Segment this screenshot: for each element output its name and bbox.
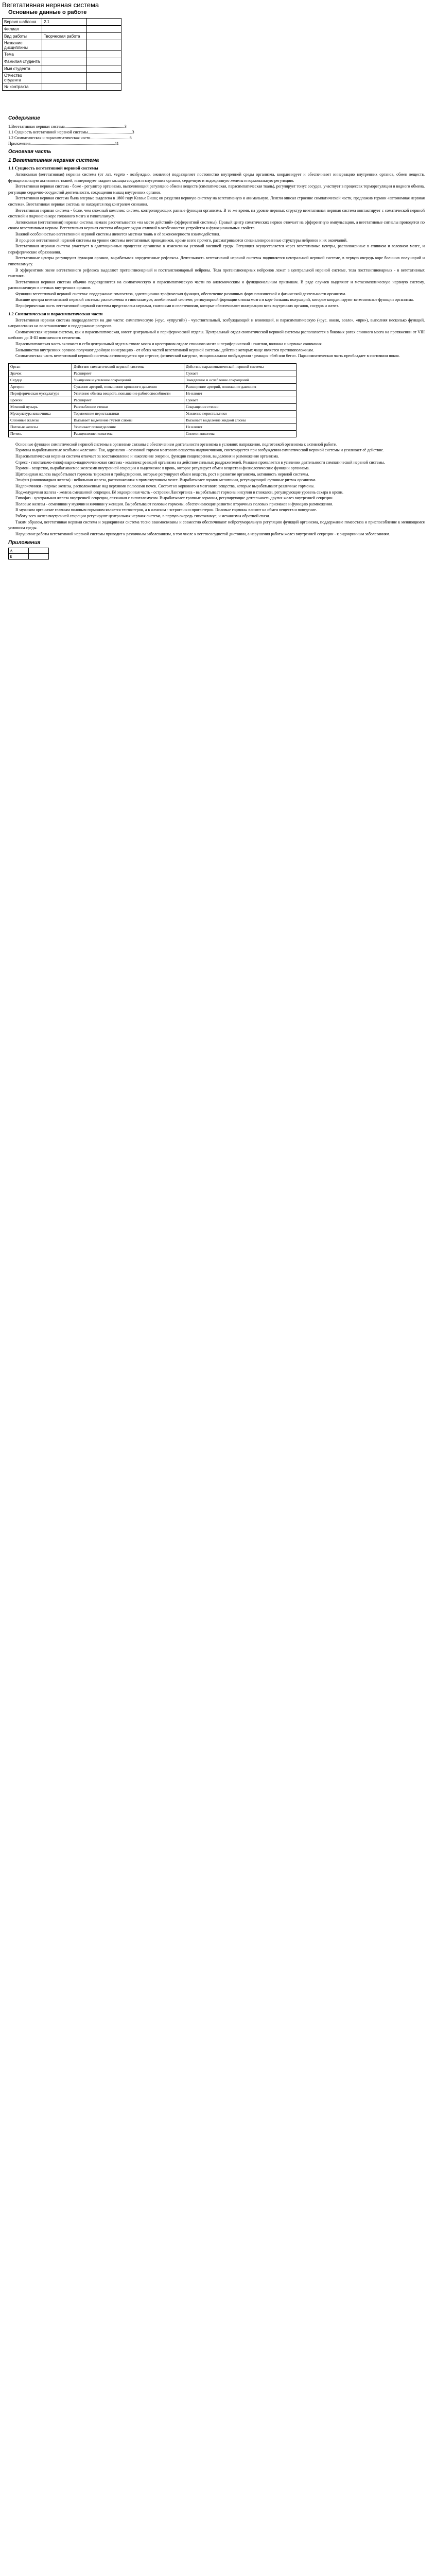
meta-cell xyxy=(42,83,87,91)
table-cell: Орган xyxy=(9,363,72,370)
paragraph: Основные функции симпатической нервной системы в организме связаны с обеспечением деятельности организма в условиях напряжения, подготовкой организма к активной работе. xyxy=(15,442,337,447)
paragraph: Большинство внутренних органов получают двойную иннервацию - от обеих частей вегетативной нервной системы, действие которых чаще является противоположным. xyxy=(15,347,314,352)
meta-row xyxy=(3,51,121,58)
table-cell: Усиление перистальтики xyxy=(184,410,297,417)
paragraph: Симпатическая часть вегетативной нервной системы активизируется при стрессе, физической нагрузке, эмоциональном возбуждении - реакция «бей или беги». Парасимпатическая часть преобладает в состоянии покоя. xyxy=(15,353,400,359)
document-subtitle: Основные данные о работе xyxy=(8,9,87,15)
paragraph: Таким образом, вегетативная нервная система и эндокринная система тесно взаимосвязаны и совместно обеспечивают нейрогуморальную регуляцию функций организма, поддержание гомеостаза и приспособление к меняющимся условиям среды. xyxy=(8,519,425,531)
paragraph: В процессе вегетативной нервной системы на уровне системы вегетативных проводников, кроме всего прочего, рассматриваются специализированные структуры нейронов и их окончаний. xyxy=(15,238,348,243)
table-cell: Сокращение стенки xyxy=(184,403,297,410)
table-cell: Сужает xyxy=(184,397,297,403)
meta-cell xyxy=(87,19,121,26)
toc-item: 1.1 Сущность вегетативной нервной системы...........................................3 xyxy=(8,130,134,134)
meta-cell: № контракта xyxy=(3,83,42,91)
toc-item: 1.2 Симпатическая и парасимпатическая части......................................6 xyxy=(8,135,132,140)
section-3-body xyxy=(0,442,436,537)
paragraph: Парасимпатическая нервная система отвечает за восстановление и накопление энергии, функции пищеварения, выделения и размножения организма. xyxy=(15,454,279,459)
meta-cell xyxy=(42,73,87,83)
meta-cell: Тема xyxy=(3,51,42,58)
section-2-body xyxy=(0,317,436,359)
paragraph: Гормон - вещество, вырабатываемое железами внутренней секреции и выделяемое в кровь, которое регулирует обмен веществ и физиологические функции организма. xyxy=(15,466,310,471)
table-cell: Печень xyxy=(9,430,72,437)
paragraph: Стресс - гипоталамо-гипофизарно-надпочечниковая система - комплекс реакций организма на действие сильных раздражителей. Реакция проявляется в усилении деятельности симпатической нервной системы. xyxy=(15,460,385,465)
appendix-row xyxy=(9,548,49,554)
appendix-cell: Б xyxy=(9,554,29,560)
table-cell: Действие симпатической нервной системы xyxy=(72,363,184,370)
table-row xyxy=(9,377,297,383)
meta-cell xyxy=(87,65,121,73)
table-cell: Артерии xyxy=(9,383,72,390)
paragraph: Надпочечники - парные железы, расположенные над верхними полюсами почек. Состоят из коркового и мозгового вещества, которые вырабатывают различные гормоны. xyxy=(15,483,315,488)
toc-item: Приложения..................................................................................11 xyxy=(8,141,119,146)
paragraph: Нарушение работы вегетативной нервной системы приводит к различным заболеваниям, в том числе к вегетососудистой дистонии, а нарушения работы желез внутренней секреции - к эндокринным заболеваниям. xyxy=(15,531,390,536)
meta-row xyxy=(3,26,121,33)
appendix-cell xyxy=(29,548,49,554)
paragraph: Вегетативная нервная система была впервые выделена в 1800 году Ксавье Биша; он разделил нервную систему на вегетативную и анимальную. Ленгли описал строение симпатической части, предложив термин «автономная нервная система». Вегетативная нервная система не находится под контролем сознания. xyxy=(8,196,425,207)
paragraph: Эпифиз (шишковидная железа) - небольшая железа, расположенная в промежуточном мозге. Вырабатывает гормон мелатонин, регулирующий суточные ритмы организма. xyxy=(15,478,317,483)
meta-cell: Версия шаблона xyxy=(3,19,42,26)
paragraph: Функции вегетативной нервной системы: поддержание гомеостаза, адаптационно-трофическая функция, обеспечение различных форм психической и физической деятельности организма. xyxy=(15,291,346,296)
paragraph: Работу всех желез внутренней секреции регулируют центральная нервная система, в первую очередь гипоталамус, и механизмы обратной связи. xyxy=(15,513,270,518)
table-cell: Усиливает потоотделение xyxy=(72,423,184,430)
table-cell: Усиление обмена веществ, повышение работоспособности xyxy=(72,390,184,397)
paragraph: Периферическая часть вегетативной нервной системы представлена нервами, ганглиями и сплетениями, которые обеспечивают иннервацию всех внутренних органов, сосудов и желез. xyxy=(15,303,339,309)
meta-cell xyxy=(87,73,121,83)
table-cell: Замедление и ослабление сокращений xyxy=(184,377,297,383)
toc-list xyxy=(0,124,436,146)
paragraph: Парасимпатическая часть включает в себя центральный отдел в стволе мозга и крестцовом отделе спинного мозга и периферический - ганглии, волокна и нервные окончания. xyxy=(15,342,323,347)
paragraph: Щитовидная железа вырабатывает гормоны тироксин и трийодтиронин, которые регулируют обмен веществ, рост и развитие организма, активность нервной системы. xyxy=(15,471,309,477)
table-cell: Сердце xyxy=(9,377,72,383)
paragraph: Симпатическая нервная система, как и парасимпатическая, имеет центральный и периферический отделы. Центральный отдел симпатической нервной системы располагается в боковых рогах спинного мозга на протяжении от VIII шейного до II-III поясничного сегментов. xyxy=(8,329,425,341)
main-part-heading: Основная часть xyxy=(8,149,51,155)
table-row xyxy=(9,417,297,423)
meta-cell: Вид работы xyxy=(3,33,42,40)
paragraph: В эфферентном звене вегетативного рефлекса выделяют преганглионарный и постганглионарный нейроны. Тела преганглионарных нейронов лежат в центральной нервной системе, тела постганглионарных - в вегетативных ганглиях. xyxy=(8,267,425,279)
appendix-row xyxy=(9,554,49,560)
table-cell: Не влияет xyxy=(184,390,297,397)
document-title: Вегетативная нервная система xyxy=(2,1,99,9)
table-row xyxy=(9,390,297,397)
meta-table xyxy=(2,18,121,91)
meta-row xyxy=(3,40,121,51)
table-row xyxy=(9,403,297,410)
table-row xyxy=(9,423,297,430)
table-row xyxy=(9,410,297,417)
meta-cell xyxy=(42,58,87,65)
meta-cell: Отчество студента xyxy=(3,73,42,83)
appendix-cell: А xyxy=(9,548,29,554)
meta-cell xyxy=(87,51,121,58)
meta-cell: Филиал xyxy=(3,26,42,33)
toc-item: 1.Вегетативная нервная система..........................................................3 xyxy=(8,124,127,129)
paragraph: Гормоны вырабатываемые особыми железами. Так, адреналин - основной гормон мозгового вещества надпочечников, синтезируется при возбуждении симпатической нервной системы и усиливает её действие. xyxy=(15,448,385,453)
paragraph: Гипофиз - центральная железа внутренней секреции, связанная с гипоталамусом. Вырабатывает тропные гормоны, регулирующие деятельность других желез внутренней секреции. xyxy=(15,496,334,501)
table-cell: Бронхи xyxy=(9,397,72,403)
meta-cell: 2.1 xyxy=(42,19,87,26)
table-cell: Сужает xyxy=(184,370,297,377)
table-cell: Периферическая мускулатура xyxy=(9,390,72,397)
paragraph: Вегетативная нервная система участвует в адаптационных процессах организма к изменениям условий внешней среды. Регуляция осуществляется через вегетативные центры, расположенные в спинном и головном мозге, и периферические образования. xyxy=(8,244,425,255)
meta-cell xyxy=(87,40,121,51)
meta-cell: Фамилия студента xyxy=(3,58,42,65)
table-cell: Расщепление гликогена xyxy=(72,430,184,437)
meta-cell xyxy=(87,83,121,91)
paragraph: Вегетативная нервная система - боже, чем сложный комплекс систем, контролирующих разные функции организма. В то же время, на уровне нервных структур вегетативная нервная система контактирует с соматической нервной системой и подчинена коре головного мозга и гипоталамусу. xyxy=(8,208,425,219)
paragraph: Вегетативные центры регулируют функции органов, вырабатывая определенные рефлексы. Деятельность вегетативной нервной системы подчиняется центральной нервной системе, в первую очередь коре больших полушарий и гипоталамусу. xyxy=(8,256,425,266)
table-cell: Синтез гликогена xyxy=(184,430,297,437)
table-cell: Слюнные железы xyxy=(9,417,72,423)
table-cell: Мускулатура кишечника xyxy=(9,410,72,417)
table-cell: Зрачок xyxy=(9,370,72,377)
meta-cell xyxy=(87,58,121,65)
paragraph: Вегетативная нервная система обычно подразделяется на симпатическую и парасимпатическую части по анатомическим и функциональным признакам. В ряде случаев выделяют и метасимпатическую нервную систему, расположенную в стенках внутренних органов. xyxy=(8,279,425,291)
table-row xyxy=(9,430,297,437)
meta-row xyxy=(3,58,121,65)
table-cell: Потовые железы xyxy=(9,423,72,430)
meta-row xyxy=(3,73,121,83)
table-row xyxy=(9,370,297,377)
meta-row xyxy=(3,19,121,26)
table-cell: Вызывает выделение густой слюны xyxy=(72,417,184,423)
subsection-heading-2: 1.2 Симпатическая и парасимпатическая части xyxy=(8,311,103,316)
comparison-table xyxy=(8,363,297,437)
table-cell: Расширяет xyxy=(72,397,184,403)
table-cell: Не влияет xyxy=(184,423,297,430)
table-cell: Расширение артерий, понижение давления xyxy=(184,383,297,390)
table-cell: Сужение артерий, повышение кровяного давления xyxy=(72,383,184,390)
meta-row xyxy=(3,65,121,73)
paragraph: Половые железы - семенники у мужчин и яичники у женщин. Вырабатывают половые гормоны, обеспечивающие развитие вторичных половых признаков и функцию размножения. xyxy=(15,501,334,506)
section-heading: 1 Вегетативная нервная система xyxy=(8,158,99,163)
meta-cell xyxy=(87,26,121,33)
table-cell: Действие парасимпатической нервной системы xyxy=(184,363,297,370)
appendix-heading: Приложения xyxy=(8,540,41,546)
paragraph: Высшие центры вегетативной нервной системы расположены в гипоталамусе, лимбической системе, ретикулярной формации ствола мозга и коре больших полушарий, которые координируют вегетативные функции организма. xyxy=(15,297,414,302)
table-row xyxy=(9,363,297,370)
paragraph: Важной особенностью вегетативной нервной системы является местная ткань и её закономерности взаимодействия. xyxy=(15,231,220,236)
table-row xyxy=(9,383,297,390)
paragraph: В мужском организме главным половым гормоном является тестостерон, а в женском - эстрогены и прогестерон. Половые гормоны влияют на обмен веществ и поведение. xyxy=(15,507,317,513)
meta-cell xyxy=(87,33,121,40)
paragraph: Автономная (вегетативная) нервная система немало рассчитывается «на месте действий» (эфферентной системы). Правый центр соматических нервов отвечает на эфферентную импульсацию, а вегетативные сигналы проводятся по своим вегетативным нервам. Вегетативная нервная система обладает рядом отличий в особенностях устройства и функциональных свойств. xyxy=(8,219,425,231)
meta-cell: Название дисциплины xyxy=(3,40,42,51)
appendix-cell xyxy=(29,554,49,560)
table-cell: Расслабление стенки xyxy=(72,403,184,410)
paragraph: Поджелудочная железа - железа смешанной секреции. Её эндокринная часть - островки Лангерганса - вырабатывает гормоны инсулин и глюкагон, регулирующие уровень сахара в крови. xyxy=(15,489,344,495)
paragraph: Вегетативная нервная система подразделяется на две части: симпатическую («рус. «упругий») - чувствительный, возбуждающий и влияющий, и парасимпатическую («рус. около, возле», «при»), выполняя несколько функций, направленных на восстановление и поддержание ресурсов. xyxy=(8,317,425,329)
meta-cell: Имя студента xyxy=(3,65,42,73)
meta-row xyxy=(3,33,121,40)
table-cell: Расширяет xyxy=(72,370,184,377)
table-row xyxy=(9,397,297,403)
section-1-body xyxy=(0,172,436,309)
paragraph: Автономная (вегетативная) нервная система (от лат. vegeto - возбуждаю, оживляю) подразделяет постоянство внутренней среды организма, координирует и обеспечивает иннервацию внутренних органов, обмен веществ, функциональную активность тканей, иннервирует гладкие мышцы сосудов и внутренних органов, сердечную и эндокринную железы и гормональную регуляцию. xyxy=(8,172,425,183)
meta-cell xyxy=(42,51,87,58)
table-cell: Учащение и усиление сокращений xyxy=(72,377,184,383)
table-cell: Вызывает выделение жидкой слюны xyxy=(184,417,297,423)
meta-cell: Творческая работа xyxy=(42,33,87,40)
meta-cell xyxy=(42,26,87,33)
table-cell: Мочевой пузырь xyxy=(9,403,72,410)
meta-row xyxy=(3,83,121,91)
meta-cell xyxy=(42,40,87,51)
subsection-heading-1: 1.1 Сущность вегетативной нервной системы xyxy=(8,165,98,171)
appendix-table xyxy=(8,548,49,560)
meta-cell xyxy=(42,65,87,73)
table-cell: Торможение перистальтики xyxy=(72,410,184,417)
paragraph: Вегетативная нервная система - боже - регулятор организма, выполняющий регуляцию обмена веществ (симпатическая, парасимпатическая ткань), регулирует тонус сосудов, участвует в процессах терморегуляции и водного обмена, регуляции сердечно-сосудистой деятельности, сокращения мышц внутренних органов. xyxy=(8,184,425,195)
toc-heading: Содержание xyxy=(8,115,40,121)
